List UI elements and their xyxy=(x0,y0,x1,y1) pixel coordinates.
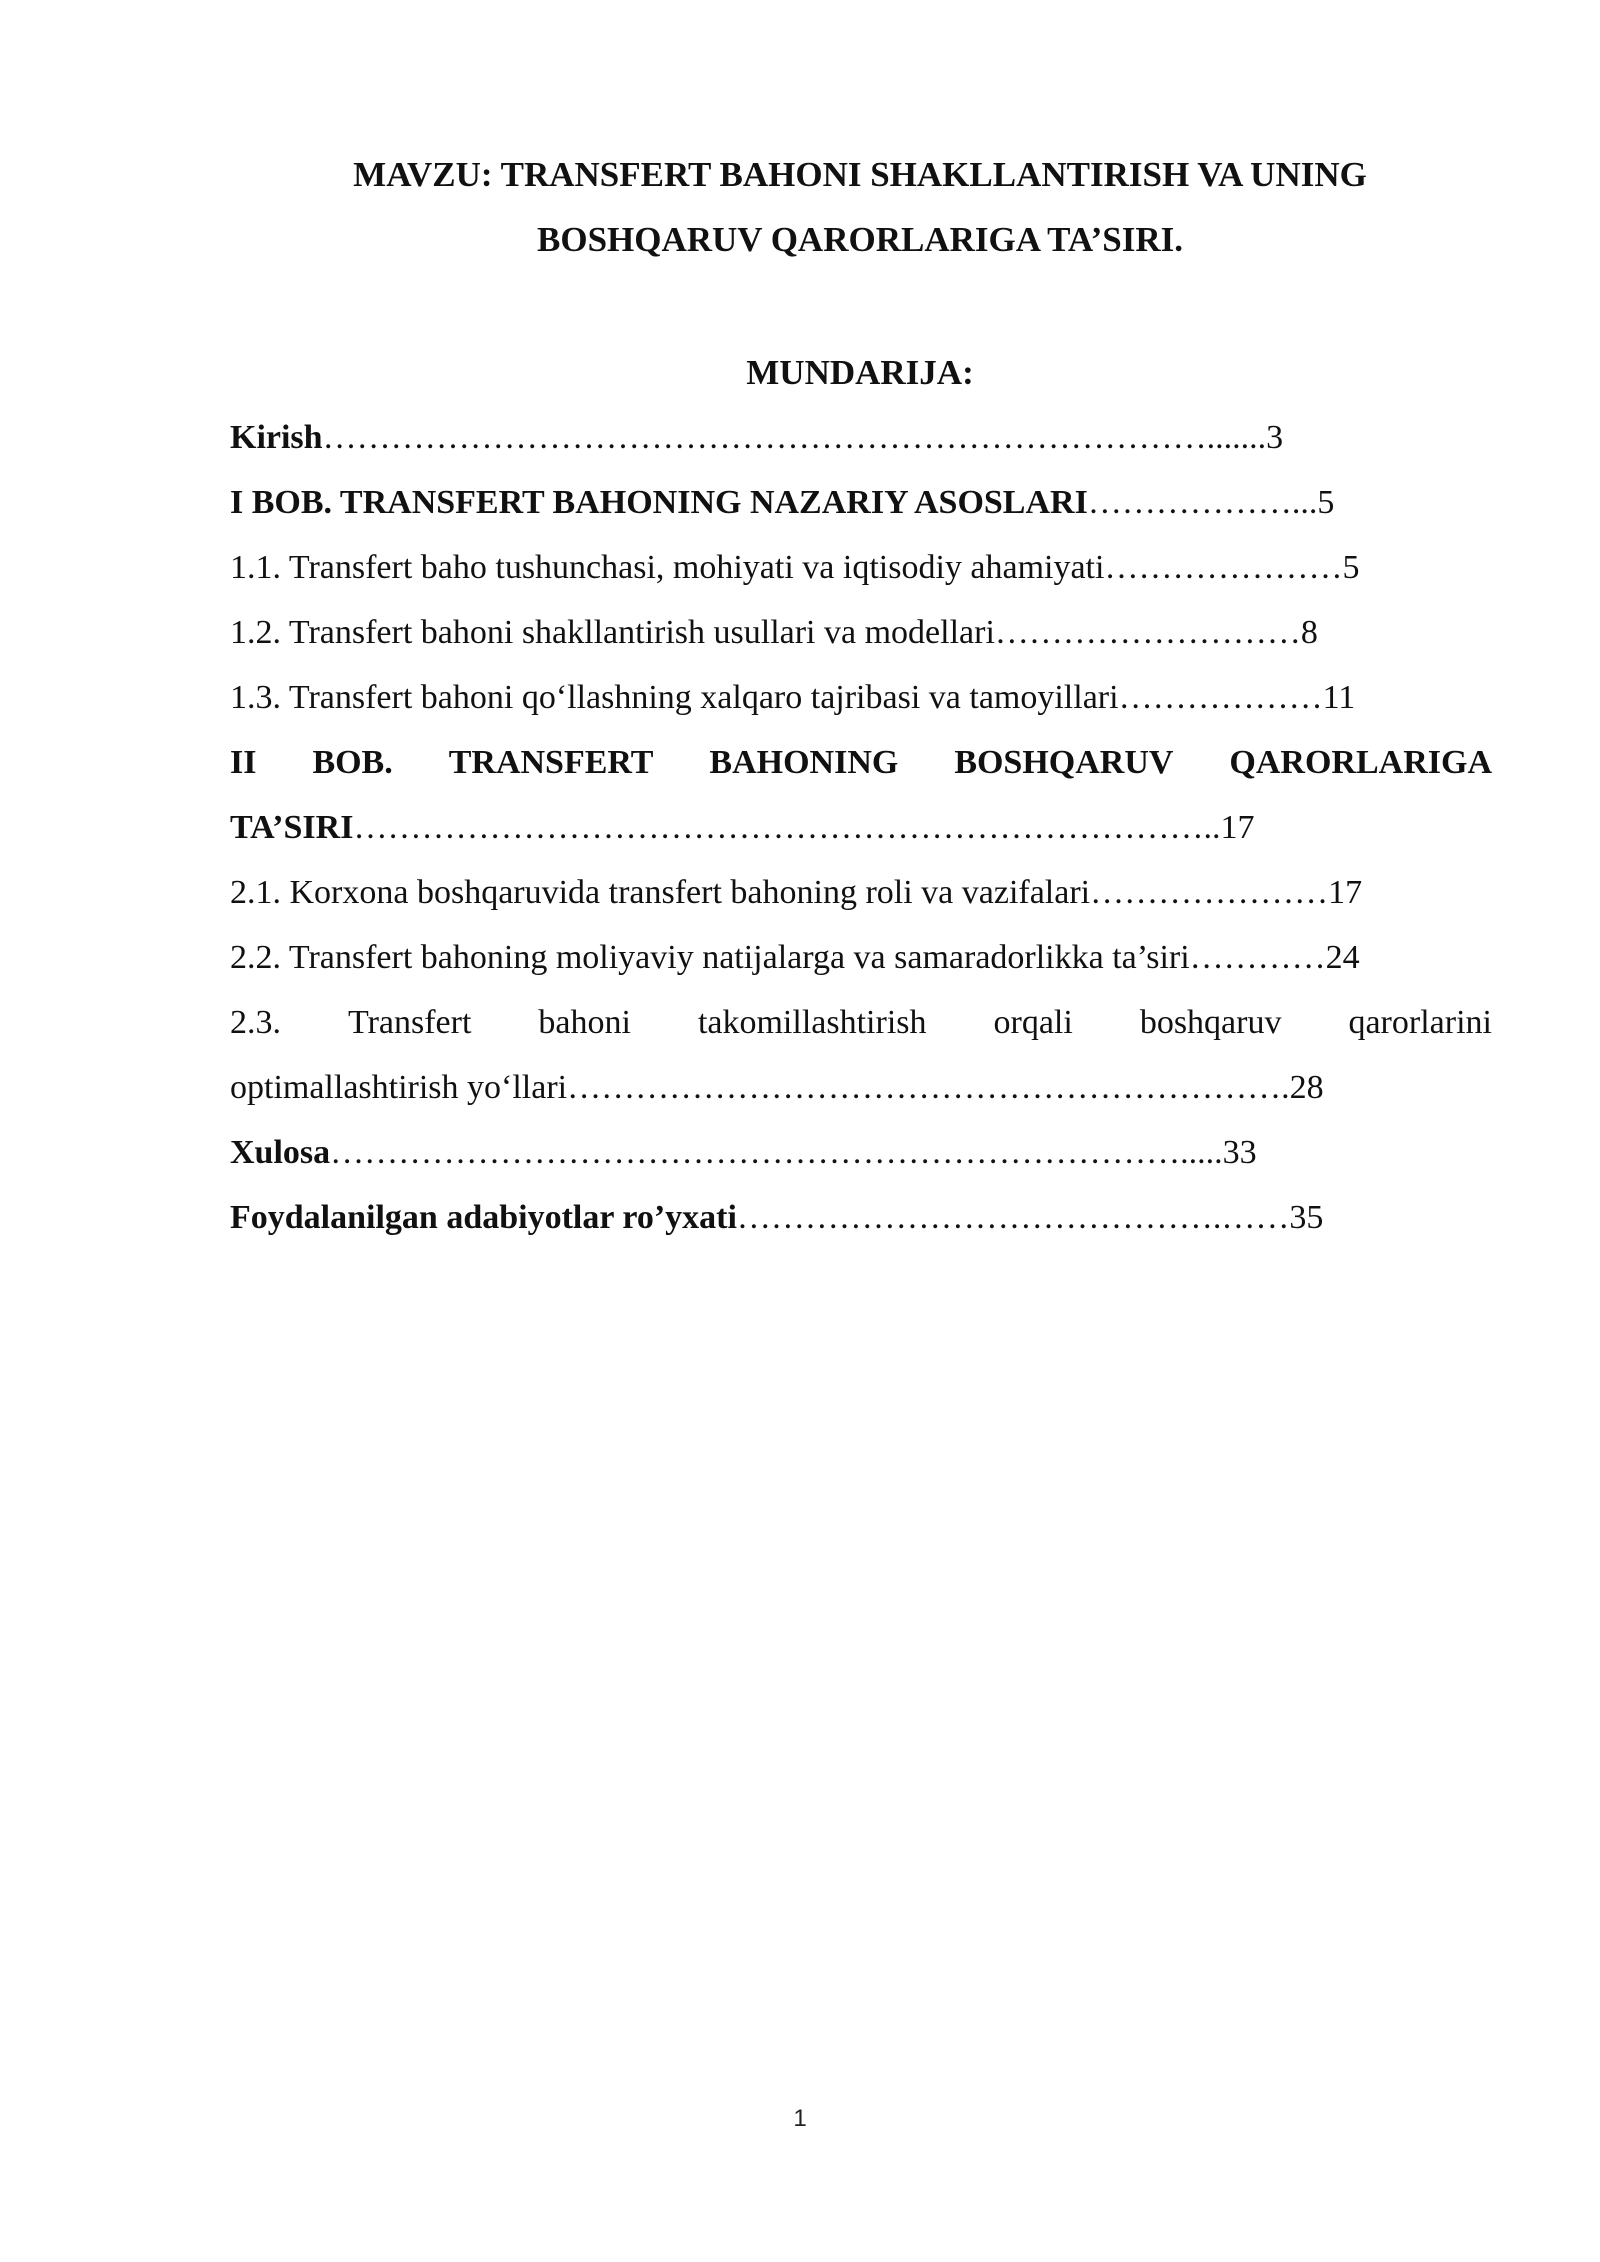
toc-entry-leader: ………………………………………………………. xyxy=(567,1069,1290,1106)
toc-entry-page: 5 xyxy=(1317,484,1335,521)
toc-entry-xulosa xyxy=(230,1120,1492,1185)
toc-word: orqali xyxy=(993,1004,1073,1041)
toc-entry-label: 1.2. Transfert bahoni shakllantirish usullari va modellari xyxy=(230,614,995,651)
table-of-contents xyxy=(230,405,1492,1250)
toc-entry-page: 17 xyxy=(1328,874,1363,911)
toc-entry-2-3-line-1 xyxy=(230,990,1492,1055)
toc-word: BAHONING xyxy=(709,744,899,781)
toc-word: TRANSFERT xyxy=(448,744,654,781)
toc-entry-2-2 xyxy=(230,925,1492,990)
toc-entry-1-1 xyxy=(230,535,1492,600)
toc-entry-chapter-1 xyxy=(230,470,1492,535)
toc-entry-page: 33 xyxy=(1222,1134,1257,1171)
toc-entry-label: 1.3. Transfert bahoni qo‘llashning xalqaro tajribasi va tamoyillari xyxy=(230,679,1119,716)
toc-entry-label: 2.1. Korxona boshqaruvida transfert bahoning roli va vazifalari xyxy=(230,874,1091,911)
toc-entry-leader: ……………………………………………………………………....... xyxy=(322,419,1267,456)
document-title-line-2: BOSHQARUV QARORLARIGA TA’SIRI. xyxy=(537,220,1183,259)
toc-word: BOB. xyxy=(312,744,393,781)
toc-entry-leader: ………………... xyxy=(1087,484,1318,521)
toc-entry-kirish xyxy=(230,405,1492,470)
toc-entry-page: 11 xyxy=(1322,679,1356,716)
toc-entry-label: optimallashtirish yo‘llari xyxy=(230,1069,568,1106)
toc-entry-label: Xulosa xyxy=(230,1134,331,1171)
toc-entry-leader: …………………………………….…… xyxy=(736,1199,1290,1236)
document-title-line-1: MAVZU: TRANSFERT BAHONI SHAKLLANTIRISH VA UNING xyxy=(353,155,1367,194)
toc-entry-page: 3 xyxy=(1266,419,1284,456)
toc-word: QARORLARIGA xyxy=(1229,744,1492,781)
toc-heading: MUNDARIJA: xyxy=(746,353,974,392)
toc-word: qarorlarini xyxy=(1348,1004,1492,1041)
toc-entry-leader: ………………………………………………………………….. xyxy=(353,809,1221,846)
toc-entry-1-2 xyxy=(230,600,1492,665)
toc-entry-label: Foydalanilgan adabiyotlar ro’yxati xyxy=(230,1199,737,1236)
toc-entry-1-3 xyxy=(230,665,1492,730)
toc-word: II xyxy=(230,744,257,781)
toc-word: bahoni xyxy=(538,1004,631,1041)
toc-entry-page: 24 xyxy=(1325,939,1360,976)
toc-entry-page: 28 xyxy=(1289,1069,1324,1106)
toc-entry-leader: ………………… xyxy=(1090,874,1329,911)
page-number: 1 xyxy=(793,2105,807,2132)
toc-entry-page: 8 xyxy=(1300,614,1318,651)
toc-entry-chapter-2-line-1 xyxy=(230,730,1492,795)
toc-entry-leader: ………………… xyxy=(1104,549,1343,586)
toc-word: boshqaruv xyxy=(1139,1004,1282,1041)
toc-entry-label: 2.2. Transfert bahoning moliyaviy natijalarga va samaradorlikka ta’siri xyxy=(230,939,1190,976)
toc-entry-label: Kirish xyxy=(230,419,323,456)
toc-entry-2-3-line-2 xyxy=(230,1055,1492,1120)
toc-entry-page: 35 xyxy=(1289,1199,1324,1236)
toc-entry-leader: ……………… xyxy=(1118,679,1323,716)
toc-entry-label: 1.1. Transfert baho tushunchasi, mohiyati va iqtisodiy ahamiyati xyxy=(230,549,1105,586)
toc-word: Transfert xyxy=(348,1004,472,1041)
toc-word: BOSHQARUV xyxy=(954,744,1174,781)
toc-entry-leader: ………… xyxy=(1189,939,1326,976)
toc-word: takomillashtirish xyxy=(697,1004,927,1041)
toc-word: 2.3. xyxy=(230,1004,281,1041)
toc-entry-leader: …………………………………………………………………..... xyxy=(330,1134,1223,1171)
toc-entry-page: 5 xyxy=(1342,549,1360,586)
toc-entry-references xyxy=(230,1185,1492,1250)
toc-entry-page: 17 xyxy=(1220,809,1255,846)
toc-entry-chapter-2-line-2 xyxy=(230,795,1492,860)
toc-entry-label: I BOB. TRANSFERT BAHONING NAZARIY ASOSLARI xyxy=(230,484,1088,521)
toc-entry-label: TA’SIRI xyxy=(230,809,354,846)
toc-entry-leader: ……………………… xyxy=(994,614,1301,651)
toc-entry-2-1 xyxy=(230,860,1492,925)
